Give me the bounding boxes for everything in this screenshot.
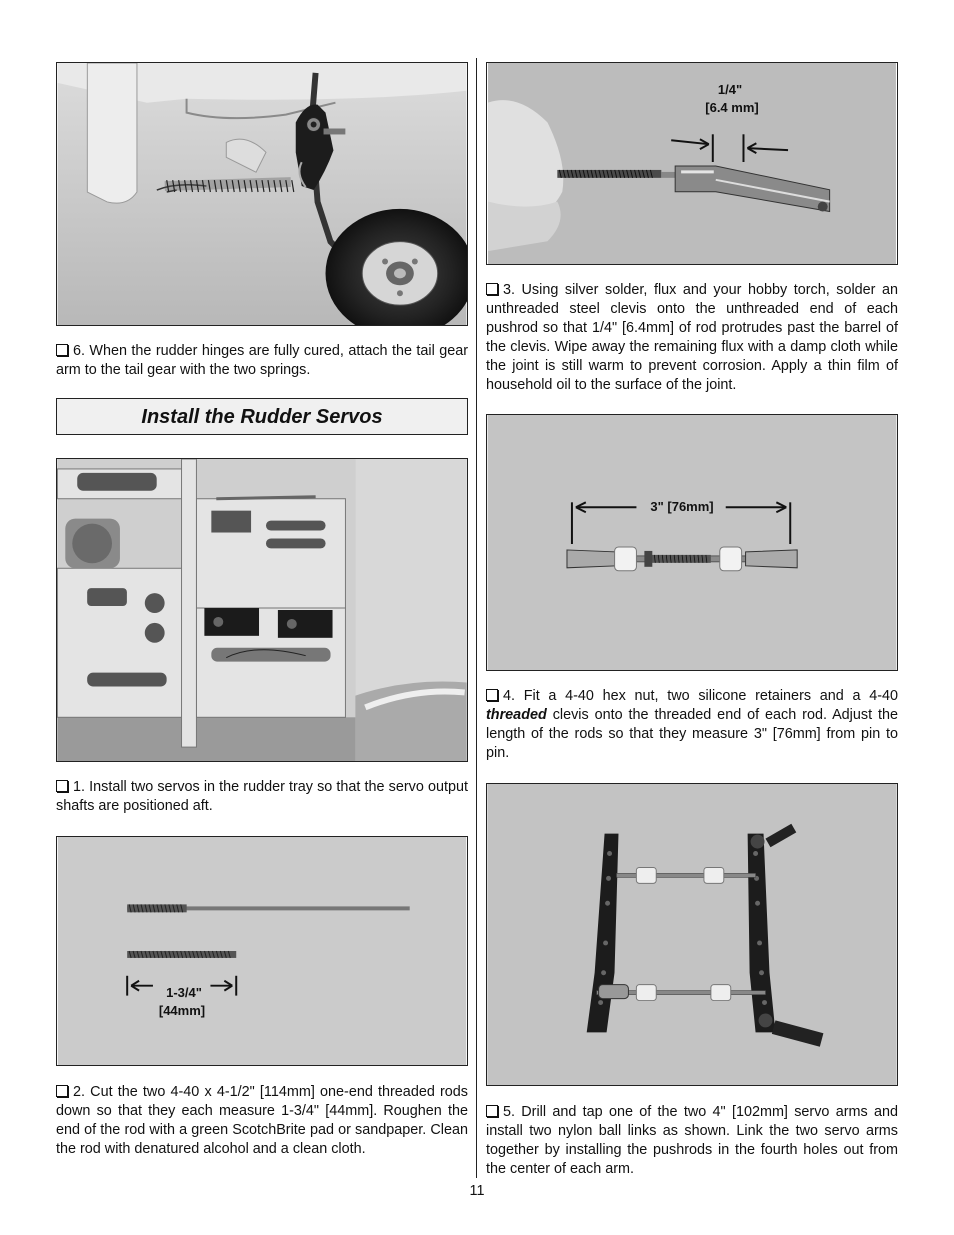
step-4-body-start: 4. Fit a 4-40 hex nut, two silicone retainers and a 4-40 [503, 688, 898, 704]
step-4-emphasis: threaded [486, 707, 547, 723]
photo-tail-gear [56, 62, 468, 326]
step-3-body: 3. Using silver solder, flux and your hobby torch, solder an unthreaded steel clevis onto the unthreaded end of each pushrod so that 1/4" [6.4mm] of rod protrudes past the barrel of the clevis. Wipe away the remaining flux with a damp cloth while the joint is still warm to prevent corrosion. Apply a thin film of household oil to the surface of the joint. [486, 282, 898, 393]
servo-arms-illustration [487, 784, 897, 1085]
clevis-label-top: 1/4" [717, 82, 743, 97]
clevis-illustration [487, 63, 897, 264]
column-divider [476, 58, 477, 1178]
step-3-text [486, 281, 898, 395]
clevis-label-bottom: [6.4 mm] [705, 100, 759, 115]
pushrod-label: 3" [76mm] [650, 499, 714, 514]
checkbox-icon[interactable] [486, 283, 498, 295]
photo-clevis [486, 62, 898, 265]
page-number: 11 [469, 1183, 485, 1199]
checkbox-icon[interactable] [486, 1105, 498, 1117]
step-5-text [486, 1103, 898, 1179]
step-4-text [486, 687, 898, 763]
photo-servo-arms [486, 783, 898, 1086]
step-2-body: 2. Cut the two 4-40 x 4-1/2" [114mm] one-end threaded rods down so that they each measure 1-3/4" [44mm]. Roughen the end of the rod with a green ScotchBrite pad or sandpaper. Clean the rod with denatured alcohol and a clean cloth. [56, 1084, 468, 1157]
rod-label-top: 1-3/4" [166, 985, 202, 1000]
step-1-body: 1. Install two servos in the rudder tray so that the servo output shafts are positioned aft. [56, 779, 468, 814]
step-6-text [56, 342, 468, 380]
photo-servo-tray [56, 458, 468, 762]
threaded-rods-illustration [57, 837, 467, 1065]
step-6-body: 6. When the rudder hinges are fully cured, attach the tail gear arm to the tail gear with the two springs. [56, 343, 468, 378]
servo-tray-illustration [57, 459, 467, 761]
step-4-body-end: clevis onto the threaded end of each rod. Adjust the length of the rods so that they measure 3" [76mm] from pin to pin. [486, 707, 898, 761]
step-5-body: 5. Drill and tap one of the two 4" [102mm] servo arms and install two nylon ball links as shown. Link the two servo arms together by installing the pushrods in the fourth holes out from the center of each arm. [486, 1104, 898, 1177]
photo-threaded-rods [56, 836, 468, 1066]
step-1-text [56, 778, 468, 816]
section-title-box [56, 398, 468, 435]
checkbox-icon[interactable] [56, 780, 68, 792]
rod-label-bottom: [44mm] [158, 1003, 206, 1018]
tail-gear-illustration [57, 63, 467, 325]
photo-pushrod-assembly [486, 414, 898, 671]
section-title: Install the Rudder Servos [141, 406, 383, 428]
pushrod-illustration [487, 415, 897, 670]
checkbox-icon[interactable] [56, 344, 68, 356]
step-2-text [56, 1083, 468, 1159]
checkbox-icon[interactable] [56, 1085, 68, 1097]
checkbox-icon[interactable] [486, 689, 498, 701]
